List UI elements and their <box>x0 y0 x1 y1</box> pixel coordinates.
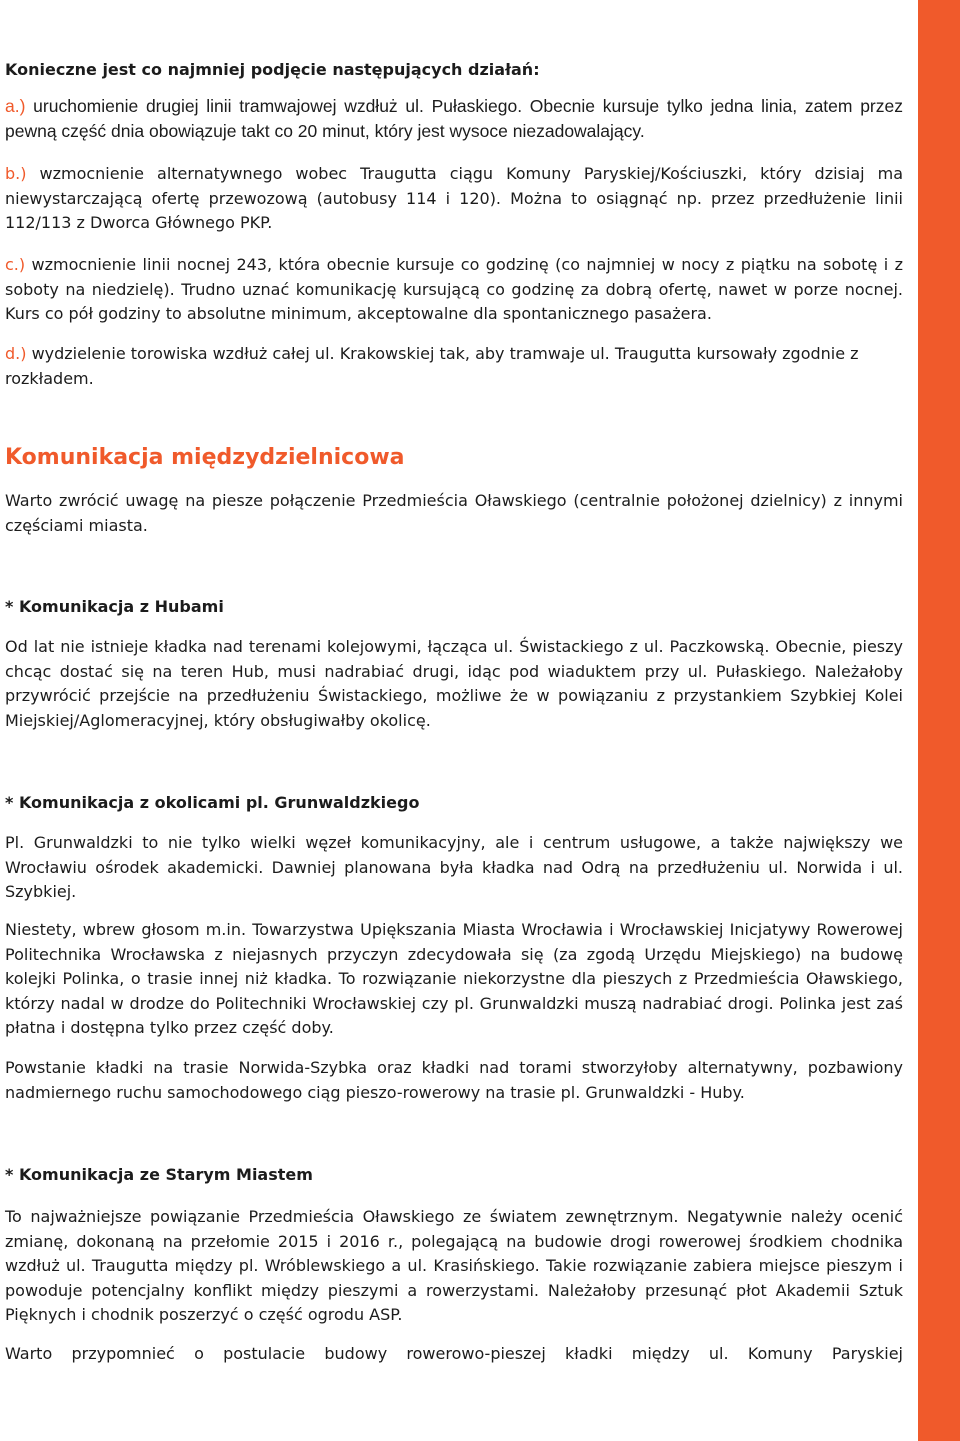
grunwald-heading: * Komunikacja z okolicami pl. Grunwaldzkiego <box>5 793 420 812</box>
stare-miasto-heading: * Komunikacja ze Starym Miastem <box>5 1165 313 1184</box>
grunwald-paragraph-3: Powstanie kładki na trasie Norwida-Szybka oraz kładki nad torami stworzyłoby alternatywny, pozbawiony nadmiernego ruchu samochodowego ciąg pieszo-rowerowy na trasie pl. Grunwaldzki - Huby. <box>5 1058 903 1102</box>
action-d-text: wydzielenie torowiska wzdłuż całej ul. Krakowskiej tak, aby tramwaje ul. Traugutta kursowały zgodnie z rozkładem. <box>5 344 859 388</box>
action-b <box>5 162 903 236</box>
section-intro: Warto zwrócić uwagę na piesze połączenie Przedmieścia Oławskiego (centralnie położonej dzielnicy) z innymi częściami miasta. <box>5 491 903 535</box>
grunwald-paragraph-2: Niestety, wbrew głosom m.in. Towarzystwa Upiększania Miasta Wrocławia i Wrocławskiej Inicjatywy Rowerowej Politechnika Wrocławska z niejasnych przyczyn zdecydowała się (za zgodą Urzędu Miejskiego) na budowę kolejki Polinka, o trasie innej niż kładka. To rozwiązanie niekorzystne dla pieszych z Przedmieścia Oławskiego, którzy nadal w drodze do Politechniki Wrocławskiej czy pl. Grunwaldzki muszą nadrabiać drogi. Polinka jest zaś płatna i dostępna tylko przez część doby. <box>5 920 903 1037</box>
action-a <box>5 94 903 144</box>
action-b-label: b.) <box>5 164 27 183</box>
action-c-label: c.) <box>5 255 26 274</box>
action-d-label: d.) <box>5 344 27 363</box>
stare-miasto-paragraph-2: Warto przypomnieć o postulacie budowy rowerowo-pieszej kładki między ul. Komuny Paryskiej <box>5 1344 903 1363</box>
stare-miasto-paragraph-1: To najważniejsze powiązanie Przedmieścia Oławskiego ze światem zewnętrznym. Negatywnie należy ocenić zmianę, dokonaną na przełomie 2015 i 2016 r., polegającą na budowie drogi rowerowej środkiem chodnika wzdłuż ul. Traugutta między pl. Wróblewskiego a ul. Krasińskiego. Takie rozwiązanie zabiera miejsce pieszym i powoduje potencjalny konflikt między pieszymi a rowerzystami. Należałoby przesunąć płot Akademii Sztuk Pięknych i chodnik poszerzyć o część ogrodu ASP. <box>5 1207 903 1324</box>
grunwald-paragraph-1: Pl. Grunwaldzki to nie tylko wielki węzeł komunikacyjny, ale i centrum usługowe, a także największy we Wrocławiu ośrodek akademicki. Dawniej planowana była kładka nad Odrą na przedłużeniu ul. Norwida i ul. Szybkiej. <box>5 833 903 901</box>
action-a-text: uruchomienie drugiej linii tramwajowej wzdłuż ul. Pułaskiego. Obecnie kursuje tylko jedna linia, zatem przez pewną część dnia obowiązuje takt co 20 minut, który jest wysoce niezadowalający. <box>5 96 903 141</box>
action-c <box>5 253 903 327</box>
action-a-label: a.) <box>5 96 26 116</box>
action-b-text: wzmocnienie alternatywnego wobec Traugutta ciągu Komuny Paryskiej/Kościuszki, który dzisiaj ma niewystarczającą ofertę przewozową (autobusy 114 i 120). Można to osiągnąć np. przez przedłużenie linii 112/113 z Dworca Głównego PKP. <box>5 164 903 232</box>
action-c-text: wzmocnienie linii nocnej 243, która obecnie kursuje co godzinę (co najmniej w nocy z piątku na sobotę i z soboty na niedzielę). Trudno uznać komunikację kursującą co godzinę za dobrą ofertę, nawet w porze nocnej. Kurs co pół godziny to absolutne minimum, akceptowalne dla spontanicznego pasażera. <box>5 255 903 323</box>
actions-heading: Konieczne jest co najmniej podjęcie następujących działań: <box>5 60 540 79</box>
orange-sidebar-band <box>918 0 960 1441</box>
section-title: Komunikacja międzydzielnicowa <box>5 445 405 470</box>
hubami-heading: * Komunikacja z Hubami <box>5 597 224 616</box>
hubami-text: Od lat nie istnieje kładka nad terenami kolejowymi, łącząca ul. Świstackiego z ul. Paczkowską. Obecnie, pieszy chcąc dostać się na teren Hub, musi nadrabiać drugi, idąc pod wiaduktem przy ul. Pułaskiego. Należałoby przywrócić przejście na przedłużeniu Świstackiego, możliwe że w powiązaniu z przystankiem Szybkiej Kolei Miejskiej/Aglomeracyjnej, który obsługiwałby okolicę. <box>5 637 903 730</box>
action-d <box>5 342 903 391</box>
